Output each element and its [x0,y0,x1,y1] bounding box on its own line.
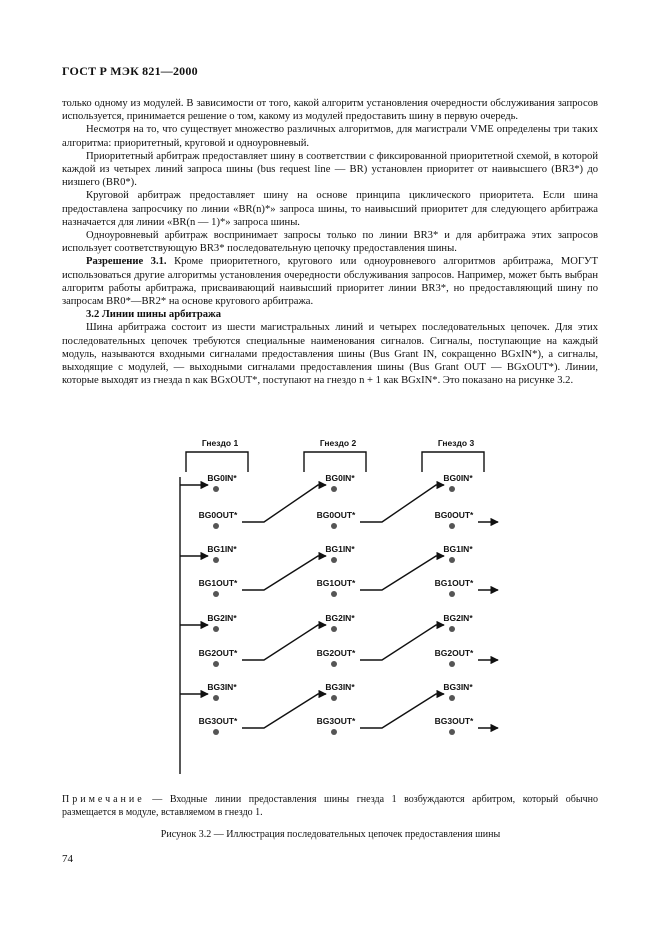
bg-in-pin [331,695,337,701]
bg-out-pin [213,729,219,735]
bg-out-label: BG0OUT* [434,510,474,520]
bg-in-label: BG3IN* [325,682,355,692]
daisy-chain-link [360,694,444,728]
bg-out-pin [213,523,219,529]
bg-in-pin [449,626,455,632]
bg-out-label: BG3OUT* [198,716,238,726]
bg-in-pin [449,695,455,701]
bg-out-label: BG3OUT* [434,716,474,726]
bg-out-pin [331,729,337,735]
bg-in-label: BG1IN* [207,544,237,554]
slot-label: Гнездо 1 [201,438,239,448]
slot-bracket [304,452,366,472]
page-header: ГОСТ Р МЭК 821—2000 [62,64,198,78]
bg-in-pin [213,557,219,563]
bg-in-label: BG1IN* [443,544,473,554]
bg-in-pin [449,557,455,563]
daisy-chain-link [242,556,326,590]
bg-out-label: BG3OUT* [316,716,356,726]
bg-out-label: BG2OUT* [434,648,474,658]
bg-in-label: BG0IN* [443,473,473,483]
note-label: Примечание [62,794,145,805]
bg-in-pin [331,626,337,632]
slot-label: Гнездо 3 [437,438,475,448]
page-number: 74 [62,853,73,865]
bg-in-pin [331,486,337,492]
slot-bracket [422,452,484,472]
bg-out-pin [449,591,455,597]
daisy-chain-link [242,485,326,522]
daisy-chain-link [242,625,326,660]
bg-out-label: BG1OUT* [434,578,474,588]
bg-in-label: BG3IN* [443,682,473,692]
bg-out-pin [331,523,337,529]
bg-out-pin [449,523,455,529]
bg-in-pin [213,695,219,701]
body-text [62,97,598,387]
bg-out-pin [331,591,337,597]
bg-in-pin [213,486,219,492]
bg-out-pin [449,729,455,735]
paragraph: только одному из модулей. В зависимости от того, какой алгоритм установления очередности обслуживания запросов используется, принимается решение о том, какому из модулей предоставить шину в первую очередь. [62,98,598,123]
daisy-chain-link [360,485,444,522]
bg-out-pin [213,661,219,667]
paragraph: Несмотря на то, что существует множество различных алгоритмов, для магистрали VME определены три таких алгоритма: приоритетный, круговой и одноуровневый. [62,124,598,149]
bg-out-pin [449,661,455,667]
bg-in-pin [449,486,455,492]
bg-in-label: BG1IN* [325,544,355,554]
permission-paragraph [62,255,598,308]
bg-in-pin [331,557,337,563]
paragraph: Приоритетный арбитраж предоставляет шину в соответствии с фиксированной приоритетной схемой, в которой каждой из четырех линий запроса шины (bus request line — BR) установлен приоритет от наивысшего (BR3*) до низшего (BR0*). [62,150,598,189]
figure-note [62,793,598,819]
section-heading: 3.2 Линии шины арбитража [86,309,222,321]
bg-in-label: BG2IN* [443,613,473,623]
bg-in-label: BG2IN* [207,613,237,623]
section-paragraph: Шина арбитража состоит из шести магистральных линий и четырех последовательных цепочек. Для этих последовательных цепочек требуются специальные наименования сигналов. Сигналы, поступающие на каждый модуль, называются входными сигналами предоставления шины (Bus Grant IN, сокращенно BGxIN*), а сигналы, выходящие с модулей, — выходными сигналами предоставления шины (Bus Grant OUT — BGxOUT*). Линии, которые выходят из гнезда n как BGxOUT*, поступают на гнездо n + 1 как BGxIN*. Это показано на рисунке 3.2. [62,322,598,387]
permission-label: Разрешение 3.1. [86,256,167,268]
slot-label: Гнездо 2 [319,438,357,448]
bg-out-label: BG0OUT* [198,510,238,520]
slot-bracket [186,452,248,472]
bg-out-label: BG2OUT* [198,648,238,658]
daisy-chain-link [242,694,326,728]
bg-out-label: BG1OUT* [198,578,238,588]
bg-in-pin [213,626,219,632]
bg-out-label: BG2OUT* [316,648,356,658]
note-text: — Входные линии предоставления шины гнезда 1 возбуждаются арбитром, который обычно размещается в модуле, вставляемом в гнездо 1. [62,794,598,818]
bg-in-label: BG3IN* [207,682,237,692]
daisy-chain-link [360,625,444,660]
daisy-chain-link [360,556,444,590]
bg-out-pin [213,591,219,597]
figure-caption: Рисунок 3.2 — Иллюстрация последовательных цепочек предоставления шины [160,829,501,840]
paragraph: Круговой арбитраж предоставляет шину на основе принципа циклического приоритета. Если шина предоставлена запросчику по линии «BR(n)*» запроса шины, то наивысший приоритет для следующего арбитража назначается для линии «BR(n — 1)*» запроса шины. [62,190,598,228]
bg-in-label: BG0IN* [207,473,237,483]
paragraph: Одноуровневый арбитраж воспринимает запросы только по линии BR3* и для арбитража этих запросов использует соответствующую BR3* последовательную цепочку предоставления шины. [62,230,598,255]
bg-out-label: BG0OUT* [316,510,356,520]
bg-in-label: BG2IN* [325,613,355,623]
bg-out-pin [331,661,337,667]
bg-in-label: BG0IN* [325,473,355,483]
bg-out-label: BG1OUT* [316,578,356,588]
daisy-chain-diagram [160,434,500,774]
permission-text: Кроме приоритетного, кругового или одноуровневого алгоритмов арбитража, МОГУТ использоваться другие алгоритмы установления очередности обслуживания запросов. Например, может быть выбран алгоритм работы арбитража, присваивающий наивысший приоритет линии BR3*, но предоставляющий шину по запросам BR0*—BR2* на основе кругового арбитража. [62,256,598,308]
